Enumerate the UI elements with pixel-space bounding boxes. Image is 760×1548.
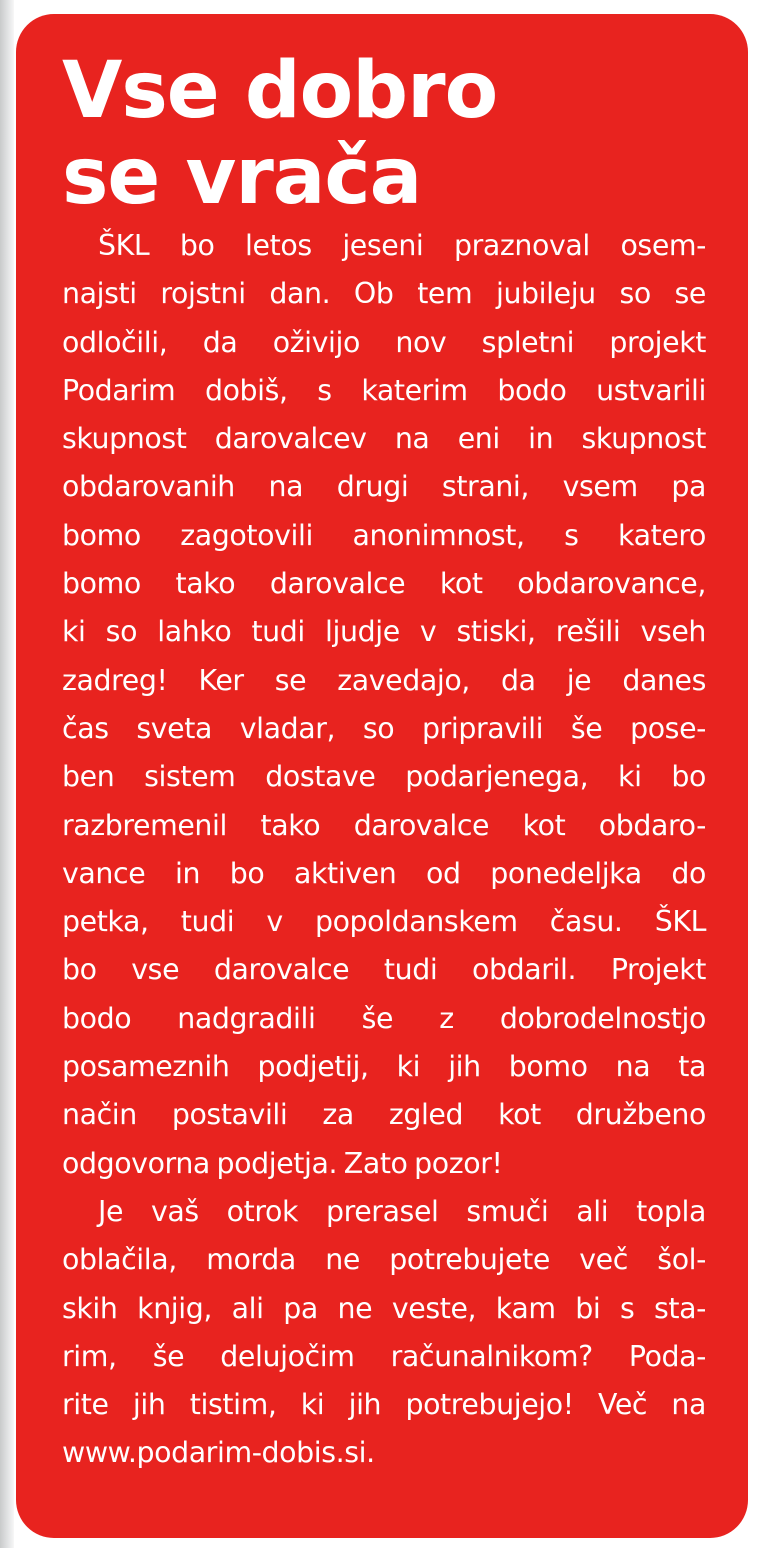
text-line: bodo nadgradili še z dobrodelnostjo [62,1001,706,1035]
article-paragraph-2 [62,1188,706,1478]
text-line: rim, še delujočim računalnikom? Poda- [62,1339,706,1373]
text-line: petka, tudi v popoldanskem času. ŠKL [62,905,706,939]
article-paragraph-1 [62,222,706,1188]
text-line: ŠKL bo letos jeseni praznoval osem- [98,229,706,262]
text-line: način postavili za zgled kot družbeno [62,1098,706,1132]
text-line: oblačila, morda ne potrebujete več šol- [62,1243,706,1277]
page-edge [0,0,14,1548]
article-title [62,48,706,220]
text-line: ki so lahko tudi ljudje v stiski, rešili vseh [62,615,706,649]
text-line: Podarim dobiš, s katerim bodo ustvarili [62,373,706,407]
text-line: posameznih podjetij, ki jih bomo na ta [62,1050,706,1084]
article-box [16,14,748,1538]
text-line: zadreg! Ker se zavedajo, da je danes [62,663,706,697]
text-line: rite jih tistim, ki jih potrebujejo! Več na [62,1388,706,1422]
text-line: čas sveta vladar, so pripravili še pose- [62,711,706,745]
text-line: vance in bo aktiven od ponedeljka do [62,856,706,890]
text-line: Je vaš otrok prerasel smuči ali topla [98,1194,706,1228]
text-line: razbremenil tako darovalce kot obdaro- [62,808,706,842]
text-line: odgovorna podjetja. Zato pozor! [62,1146,503,1180]
text-line: skupnost darovalcev na eni in skupnost [62,422,706,456]
text-line: skih knjig, ali pa ne veste, kam bi s sta- [62,1291,706,1325]
text-line: najsti rojstni dan. Ob tem jubileju so se [62,277,706,311]
text-line: obdarovanih na drugi strani, vsem pa [62,470,706,504]
text-line: odločili, da oživijo nov spletni projekt [62,325,706,359]
text-line: bo vse darovalce tudi obdaril. Projekt [62,953,706,987]
website-link: www.podarim-dobis.si. [62,1436,375,1470]
text-line: ben sistem dostave podarjenega, ki bo [62,760,706,794]
text-line: bomo tako darovalce kot obdarovance, [62,567,706,601]
title-line: Vse dobro [62,46,498,136]
title-line: se vrača [62,132,422,222]
text-line: bomo zagotovili anonimnost, s katero [62,518,706,552]
